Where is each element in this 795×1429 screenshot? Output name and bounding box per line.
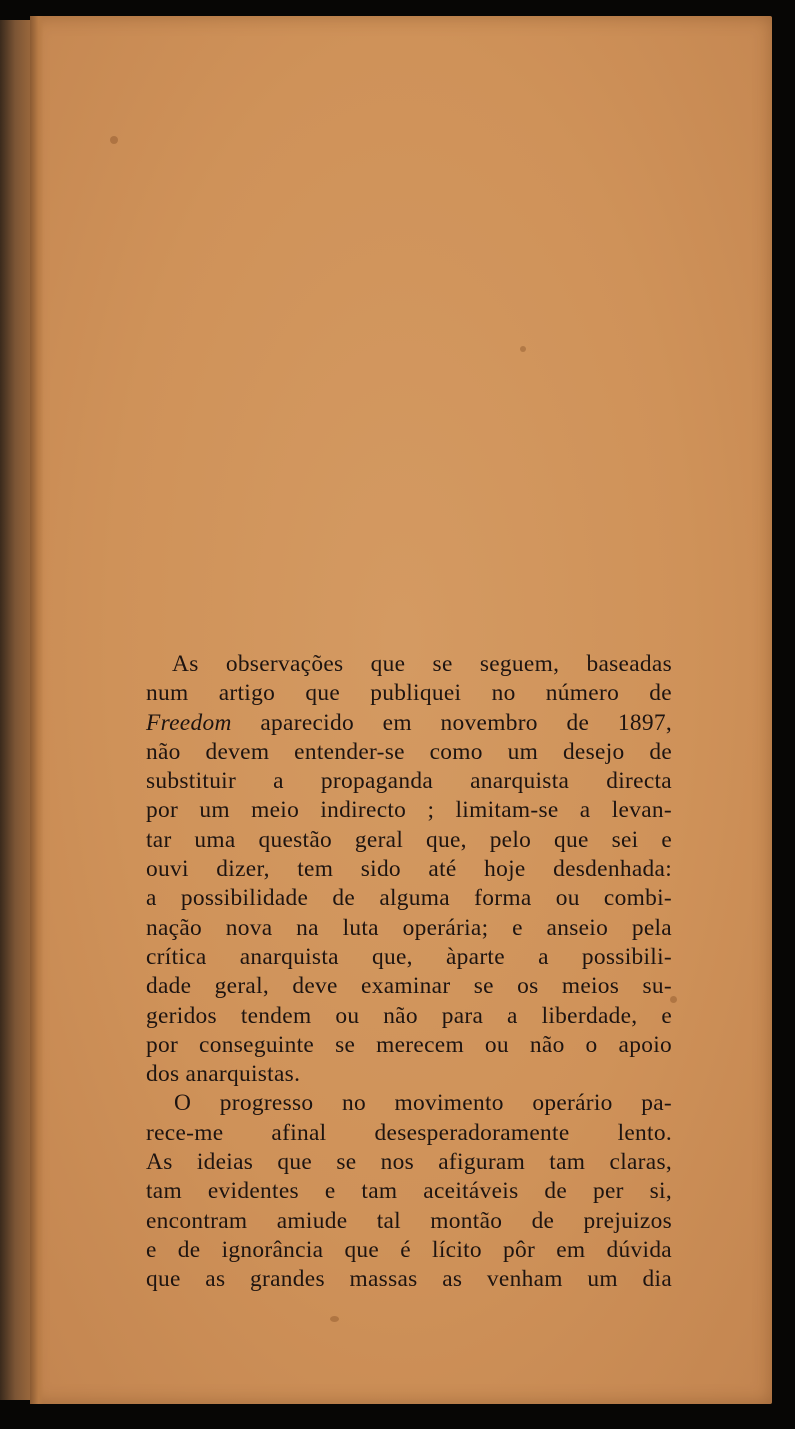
text-line: por conseguinte se merecem ou não o apoio [146, 1031, 672, 1058]
text-line: crítica anarquista que, àparte a possibili- [146, 943, 672, 970]
text-line: encontram amiude tal montão de prejuizos [146, 1207, 672, 1234]
paper-stain [520, 346, 526, 352]
text-line [146, 709, 672, 738]
text-line: ouvi dizer, tem sido até hoje desdenhada: [146, 856, 672, 883]
text-line: nação nova na luta operária; e anseio pela [146, 914, 672, 941]
text-line: rece-me afinal desesperadoramente lento. [146, 1119, 672, 1146]
book-binding [0, 20, 34, 1400]
text-line: não devem entender-se como um desejo de [146, 738, 672, 765]
text-line: As observações que se seguem, baseadas [172, 651, 672, 677]
text-line: e de ignorância que é lícito pôr em dúvida [146, 1236, 672, 1263]
text-line: O progresso no movimento operário pa- [174, 1090, 672, 1117]
text-line: que as grandes massas as venham um dia [146, 1266, 672, 1293]
text-line: geridos tendem ou não para a liberdade, e [146, 1002, 672, 1029]
text-line: dos anarquistas. [146, 1061, 301, 1088]
paper-stain [110, 136, 118, 144]
paper-stain [330, 1316, 339, 1322]
body-text [146, 650, 672, 1295]
text-line: dade geral, deve examinar se os meios su- [146, 973, 672, 1000]
text-line: As ideias que se nos afiguram tam claras, [146, 1149, 672, 1176]
text-line: tam evidentes e tam aceitáveis de per si, [146, 1178, 672, 1205]
page-gutter-shadow [30, 16, 44, 1404]
text-line: substituir a propaganda anarquista directa [146, 768, 672, 795]
text-line: tar uma questão geral que, pelo que sei e [146, 826, 672, 853]
paragraph-2 [146, 1089, 672, 1294]
paragraph-1 [146, 650, 672, 1089]
text-line: por um meio indirecto ; limitam-se a levan- [146, 797, 672, 824]
text-line: a possibilidade de alguma forma ou combi- [146, 885, 672, 912]
italic-title: Freedom [146, 709, 232, 736]
text-line: num artigo que publiquei no número de [146, 680, 672, 707]
text-line-rest: aparecido em novembro de 1897, [260, 709, 672, 736]
